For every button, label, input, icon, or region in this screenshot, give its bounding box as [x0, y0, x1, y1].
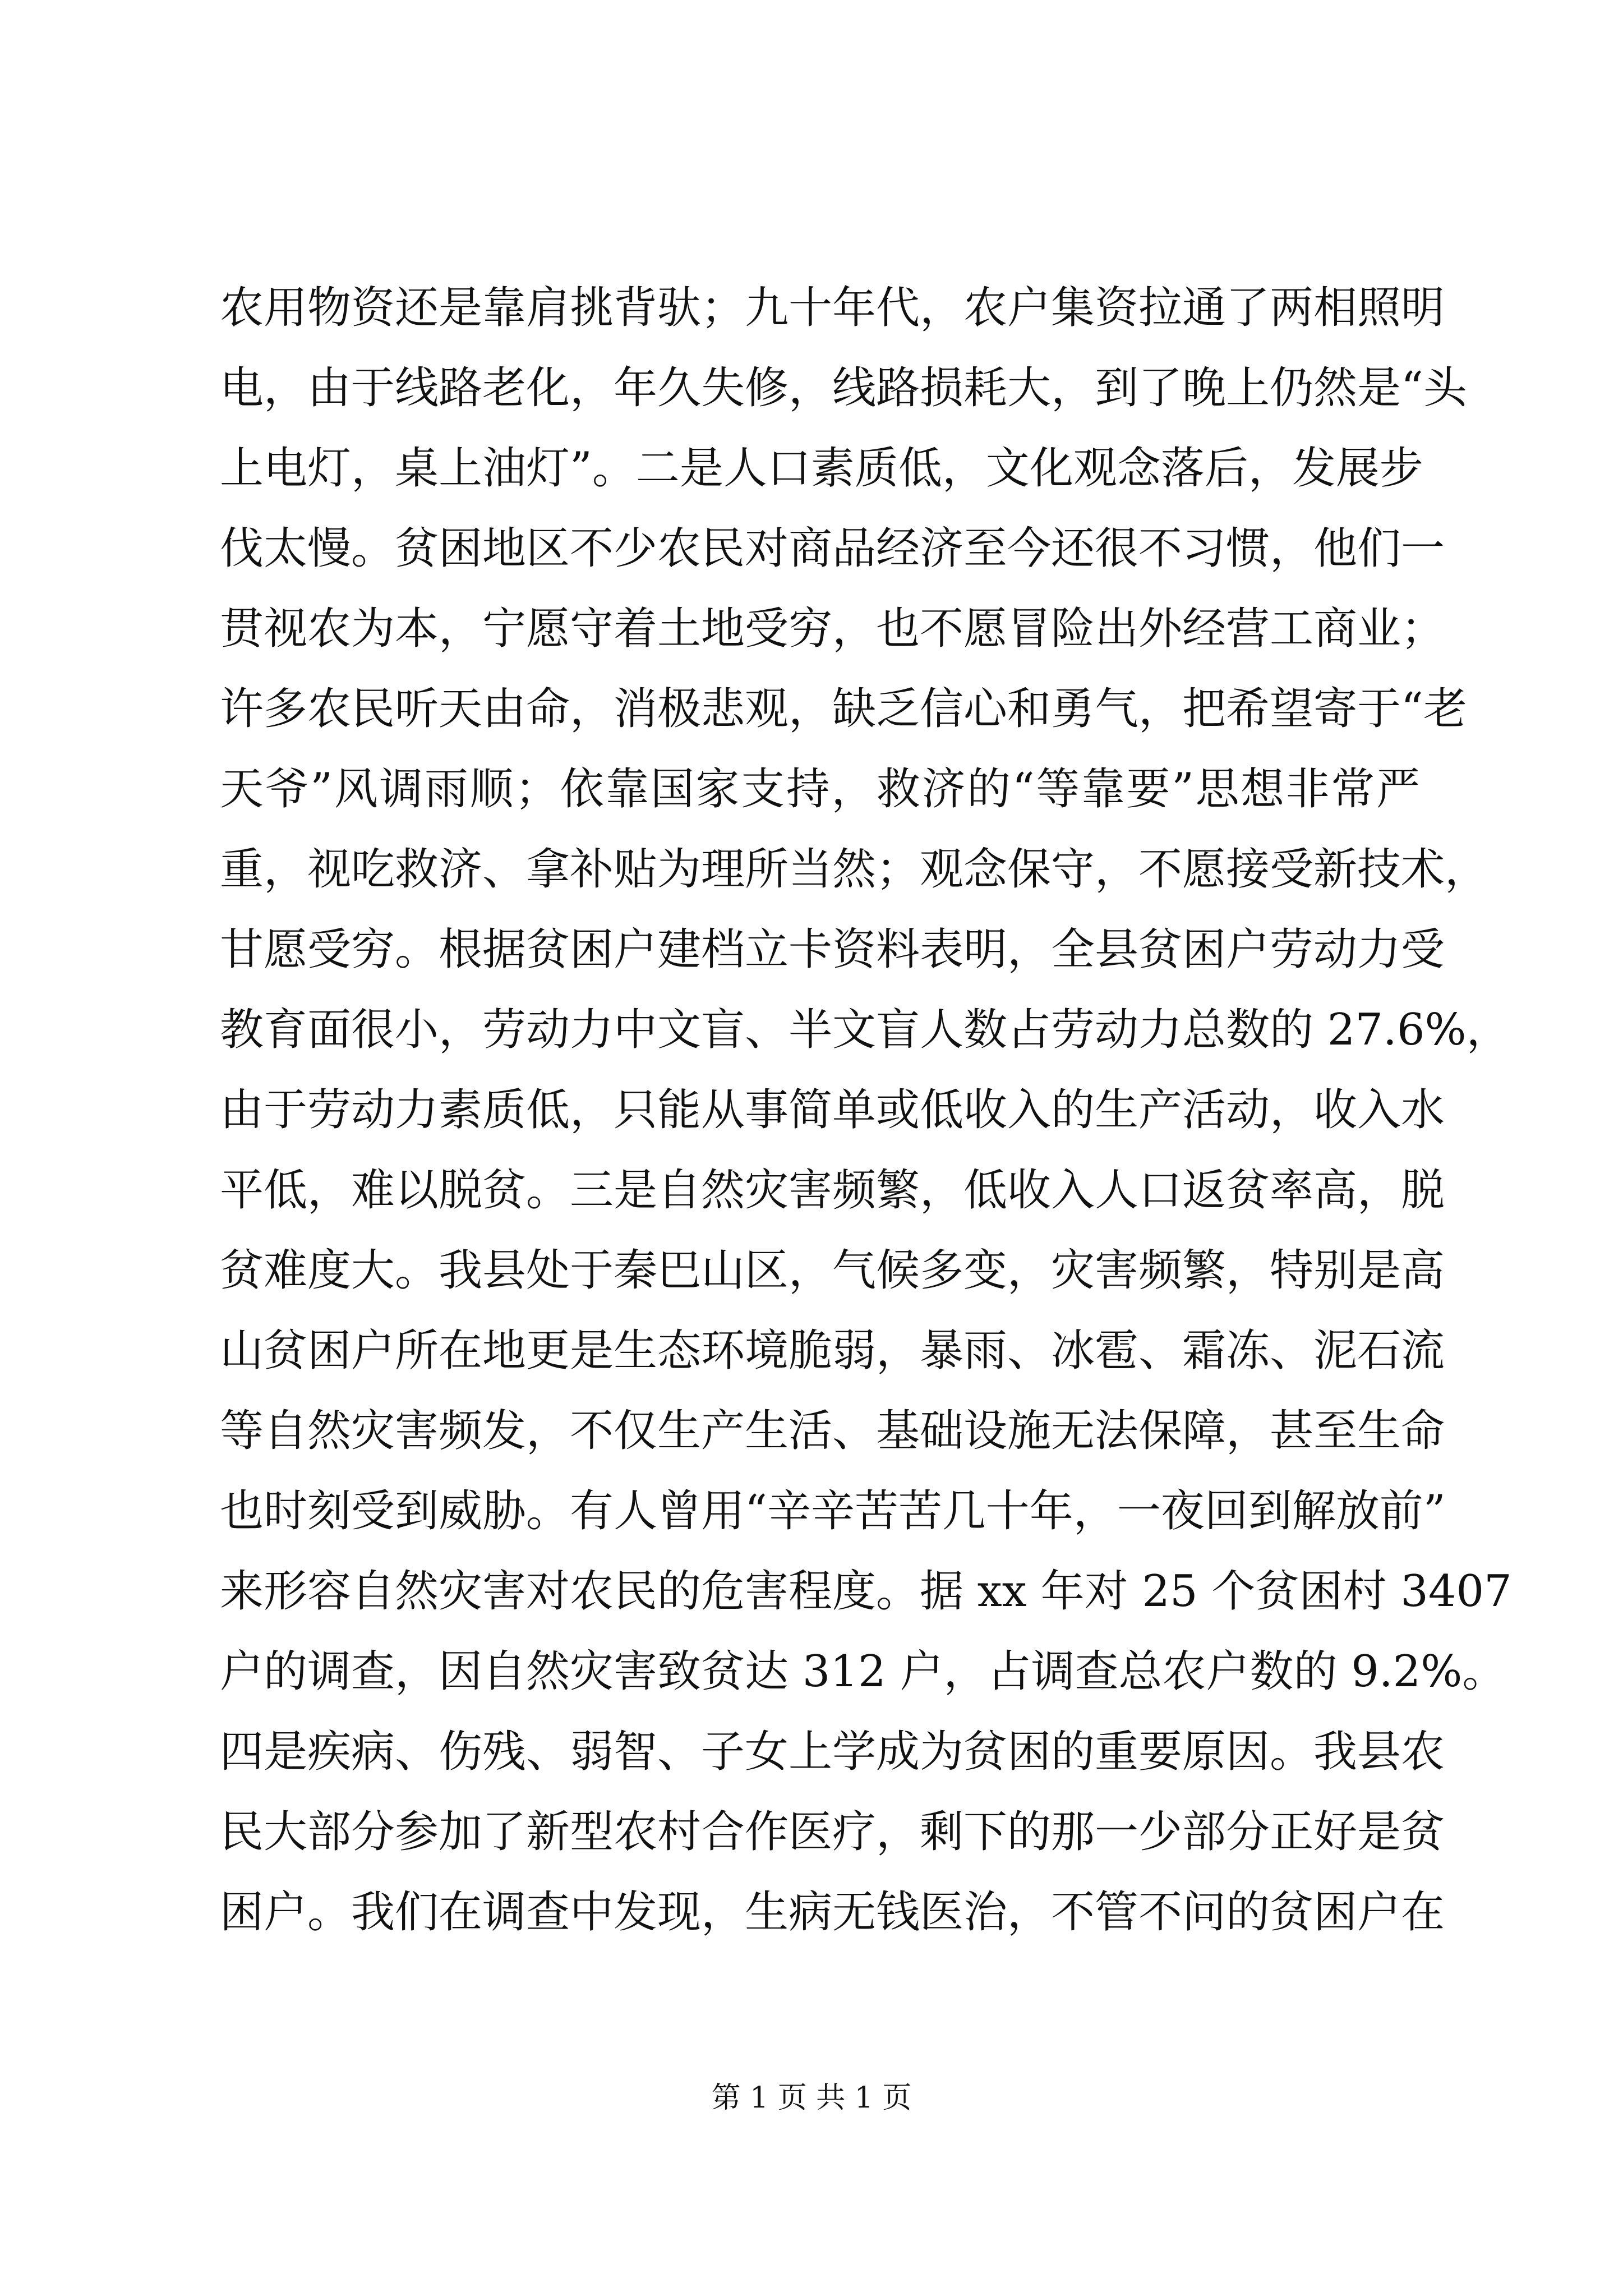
text-line: 农用物资还是靠肩挑背驮；九十年代，农户集资拉通了两相照明 — [220, 283, 1445, 333]
text-line: 由于劳动力素质低，只能从事简单或低收入的生产活动，收入水 — [220, 1085, 1445, 1135]
page-number-label: 第 1 页 共 1 页 — [711, 2081, 912, 2115]
text-line: 来形容自然灾害对农民的危害程度。据 xx 年对 25 个贫困村 3407 — [220, 1566, 1512, 1617]
text-line: 四是疾病、伤残、弱智、子女上学成为贫困的重要原因。我县农 — [220, 1727, 1445, 1777]
text-line: 甘愿受穷。根据贫困户建档立卡资料表明，全县贫困户劳动力受 — [220, 924, 1445, 975]
text-line: 山贫困户所在地更是生态环境脆弱，暴雨、冰雹、霜冻、泥石流 — [220, 1326, 1445, 1376]
text-line: 困户。我们在调查中发现，生病无钱医治，不管不问的贫困户在 — [220, 1887, 1445, 1938]
text-line: 贫难度大。我县处于秦巴山区，气候多变，灾害频繁，特别是高 — [220, 1245, 1445, 1296]
text-line: 上电灯，桌上油灯”。二是人口素质低，文化观念落后，发展步 — [220, 443, 1423, 494]
text-line: 等自然灾害频发，不仅生产生活、基础设施无法保障，甚至生命 — [220, 1406, 1445, 1456]
text-line: 天爷”风调雨顺；依靠国家支持，救济的“等靠要”思想非常严 — [220, 764, 1420, 815]
text-line: 教育面很小，劳动力中文盲、半文盲人数占劳动力总数的 27.6%， — [220, 1005, 1510, 1055]
text-line: 平低，难以脱贫。三是自然灾害频繁，低收入人口返贫率高，脱 — [220, 1165, 1445, 1216]
text-line: 民大部分参加了新型农村合作医疗，剩下的那一少部分正好是贫 — [220, 1807, 1445, 1857]
text-line: 许多农民听天由命，消极悲观，缺乏信心和勇气，把希望寄于“老 — [220, 684, 1467, 734]
text-line: 伐太慢。贫困地区不少农民对商品经济至今还很不习惯，他们一 — [220, 523, 1445, 574]
text-line: 电，由于线路老化，年久失修，线路损耗大，到了晚上仍然是“头 — [220, 363, 1467, 413]
text-line: 也时刻受到威胁。有人曾用“辛辛苦苦几十年，一夜回到解放前” — [220, 1486, 1446, 1536]
text-line: 户的调查，因自然灾害致贫达 312 户，占调查总农户数的 9.2%。 — [220, 1646, 1506, 1697]
body-text — [220, 268, 1512, 1953]
text-line: 重，视吃救济、拿补贴为理所当然；观念保守，不愿接受新技术， — [220, 844, 1489, 895]
text-line: 贯视农为本，宁愿守着土地受穷，也不愿冒险出外经营工商业； — [220, 604, 1445, 654]
page-footer — [0, 2078, 1623, 2118]
